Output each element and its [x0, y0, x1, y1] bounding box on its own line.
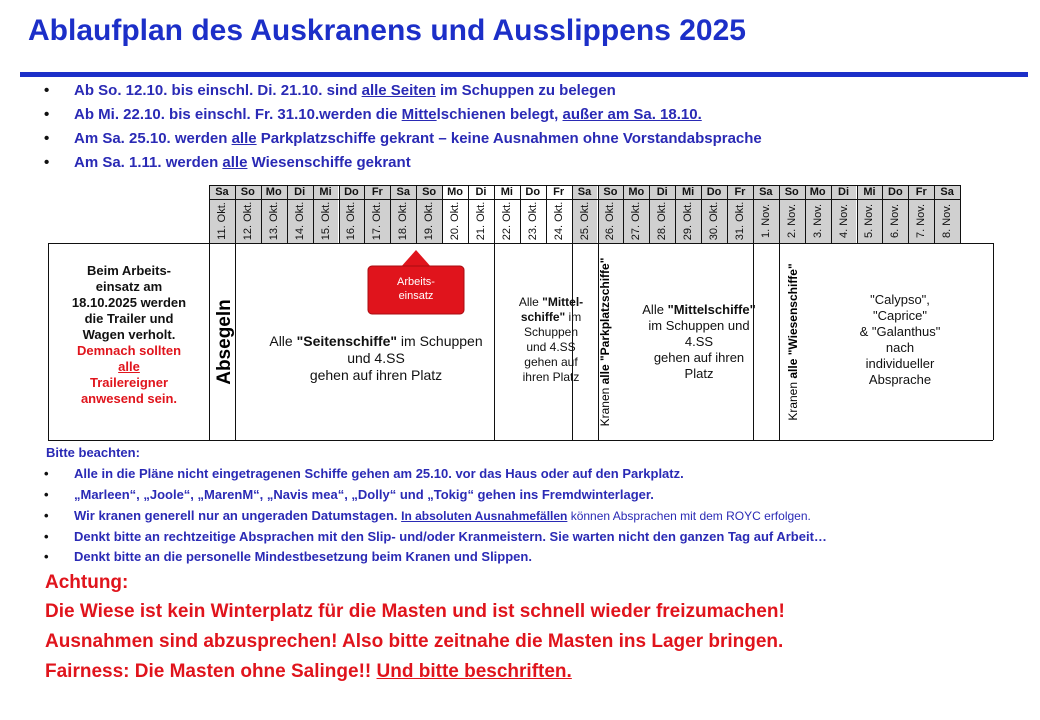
- date-label: 29. Okt.: [682, 201, 695, 241]
- day-header: Mo: [623, 185, 649, 199]
- grid-line: [494, 185, 495, 243]
- date-header: [546, 199, 572, 243]
- grid-line: [546, 185, 547, 243]
- day-header: Do: [525, 186, 541, 198]
- grid-line: [598, 185, 599, 243]
- day-header: Sa: [572, 185, 598, 199]
- warning-line-1: Die Wiese ist kein Winterplatz für die Masten und ist schnell wieder freizumachen!: [45, 601, 785, 622]
- day-header: Mi: [675, 185, 701, 199]
- grid-line: [727, 185, 728, 243]
- day-header: Mi: [500, 186, 513, 198]
- date-header: [623, 199, 649, 243]
- grid-line: [831, 185, 832, 243]
- date-label: 17. Okt.: [371, 201, 384, 241]
- grid-line: [390, 185, 391, 243]
- grid-line: [857, 185, 858, 243]
- date-label: 1. Nov.: [759, 203, 772, 239]
- absegeln-cell: Absegeln: [214, 298, 235, 385]
- parkplatzschiffe-cell: Kranen alle "Parkplatzschiffe": [598, 257, 612, 426]
- date-label: 8. Nov.: [941, 203, 954, 239]
- date-label: 28. Okt.: [656, 201, 669, 241]
- date-header: [416, 199, 442, 243]
- day-header: So: [235, 185, 261, 199]
- date-label: 23. Okt.: [526, 201, 539, 241]
- warning-heading: Achtung:: [45, 572, 129, 593]
- seitenschiffe-cell: Alle "Seitenschiffe" im Schuppen und 4.SS gehen auf ihren Platz: [269, 333, 483, 383]
- date-label: 15. Okt.: [319, 201, 332, 241]
- date-label: 13. Okt.: [267, 201, 280, 241]
- date-header: [701, 199, 727, 243]
- grid-line: [520, 185, 521, 243]
- date-header: [390, 199, 416, 243]
- grid-line: [805, 185, 806, 243]
- date-label: 11. Okt.: [215, 202, 228, 240]
- grid-line: [313, 185, 314, 243]
- day-header: Sa: [390, 185, 416, 199]
- date-header: [442, 199, 468, 243]
- date-label: 25. Okt.: [578, 201, 591, 241]
- day-header: Sa: [209, 185, 235, 199]
- grid-line: [779, 185, 780, 243]
- grid-line: [882, 185, 883, 243]
- day-header: Sa: [934, 185, 960, 199]
- mittelschiffe-cell-1: Alle "Mittel- schiffe" im Schuppen und 4.SS gehen auf ihren Platz: [518, 295, 584, 384]
- grid-line: [287, 185, 288, 243]
- date-label: 31. Okt.: [733, 201, 746, 241]
- warning-line-3: Fairness: Die Masten ohne Salinge!! Und bitte beschriften.: [45, 661, 572, 682]
- date-label: 4. Nov.: [837, 203, 850, 239]
- date-label: 27. Okt.: [630, 201, 643, 241]
- grid-line: [48, 243, 993, 244]
- grid-line: [934, 185, 935, 243]
- day-header: Do: [701, 185, 727, 199]
- date-header: [313, 199, 339, 243]
- date-label: 18. Okt.: [397, 201, 410, 241]
- grid-line: [442, 185, 443, 243]
- date-header: [598, 199, 624, 243]
- day-header: Di: [475, 186, 487, 198]
- grid-line: [960, 185, 961, 243]
- grid-line: [675, 185, 676, 243]
- date-header: [235, 199, 261, 243]
- grid-line: [235, 185, 236, 243]
- grid-line: [701, 185, 702, 243]
- date-label: 14. Okt.: [293, 201, 306, 241]
- day-header: Do: [339, 185, 365, 199]
- date-label: 16. Okt.: [345, 201, 358, 241]
- date-label: 30. Okt.: [708, 201, 721, 241]
- grid-line: [649, 185, 650, 243]
- date-header: [287, 199, 313, 243]
- date-header: [468, 199, 494, 243]
- date-label: 24. Okt.: [552, 201, 565, 241]
- date-label: 19. Okt.: [423, 201, 436, 241]
- date-header: [261, 199, 287, 243]
- date-header: [805, 199, 831, 243]
- grid-line: [753, 185, 754, 243]
- left-note: Beim Arbeits- einsatz am 18.10.2025 werden die Trailer und Wagen verholt. Demnach sollten alle Trailereigner anwesend sein.: [71, 263, 187, 406]
- date-header: [908, 199, 934, 243]
- date-header: [882, 199, 908, 243]
- date-header: [339, 199, 365, 243]
- date-label: 21. Okt.: [474, 201, 487, 241]
- date-header: [364, 199, 390, 243]
- date-label: 5. Nov.: [863, 203, 876, 239]
- grid-line: [364, 185, 365, 243]
- day-header: Mo: [805, 185, 831, 199]
- day-header: Fr: [364, 185, 390, 199]
- date-label: 20. Okt.: [449, 201, 462, 241]
- date-header: [857, 199, 883, 243]
- page-title: Ablaufplan des Auskranens und Ausslippens 2025: [28, 14, 746, 47]
- grid-line: [48, 440, 993, 441]
- grid-line: [209, 185, 960, 186]
- notes-heading: Bitte beachten:: [46, 445, 140, 460]
- day-header: Di: [287, 185, 313, 199]
- grid-line: [993, 243, 994, 440]
- day-header: Fr: [727, 185, 753, 199]
- date-label: 6. Nov.: [889, 203, 902, 239]
- day-header: Mo: [261, 185, 287, 199]
- special-ships-cell: "Calypso", "Caprice" & "Galanthus" nach individueller Absprache: [859, 292, 941, 387]
- grid-line: [623, 185, 624, 243]
- title-rule: [20, 72, 1028, 77]
- date-label: 22. Okt.: [500, 201, 513, 241]
- day-header: Fr: [908, 185, 934, 199]
- day-header: So: [416, 185, 442, 199]
- day-header: Di: [649, 185, 675, 199]
- grid-line: [416, 185, 417, 243]
- date-header: [831, 199, 857, 243]
- day-header: Do: [882, 185, 908, 199]
- grid-line: [468, 185, 469, 243]
- day-header: Sa: [753, 185, 779, 199]
- day-header: So: [598, 185, 624, 199]
- date-header: [494, 199, 520, 243]
- date-header: [727, 199, 753, 243]
- date-header: [753, 199, 779, 243]
- date-header: [209, 199, 235, 243]
- day-header: Mi: [857, 185, 883, 199]
- day-header: Mi: [313, 185, 339, 199]
- date-label: 3. Nov.: [811, 203, 824, 239]
- date-label: 2. Nov.: [785, 203, 798, 239]
- date-label: 12. Okt.: [241, 201, 254, 241]
- date-header: [572, 199, 598, 243]
- date-header: [520, 199, 546, 243]
- day-header: Mo: [447, 186, 463, 198]
- wiesenschiffe-cell: Kranen alle "Wiesenschiffe": [786, 262, 800, 421]
- date-label: 7. Nov.: [915, 203, 928, 239]
- date-label: 26. Okt.: [604, 201, 617, 241]
- day-header: So: [779, 185, 805, 199]
- grid-line: [261, 185, 262, 243]
- grid-line: [339, 185, 340, 243]
- arbeitseinsatz-label: Arbeits- einsatz: [397, 276, 435, 302]
- grid-line: [209, 185, 210, 243]
- day-header: Fr: [553, 186, 565, 198]
- grid-line: [209, 199, 960, 200]
- date-header: [934, 199, 960, 243]
- date-header: [675, 199, 701, 243]
- warning-line-2: Ausnahmen sind abzusprechen! Also bitte zeitnahe die Masten ins Lager bringen.: [45, 631, 784, 652]
- grid-line: [908, 185, 909, 243]
- date-header: [649, 199, 675, 243]
- mittelschiffe-cell-2: Alle "Mittelschiffe" im Schuppen und 4.SS gehen auf ihren Platz: [642, 302, 756, 381]
- date-header: [779, 199, 805, 243]
- day-header: Di: [831, 185, 857, 199]
- grid-line: [572, 185, 573, 243]
